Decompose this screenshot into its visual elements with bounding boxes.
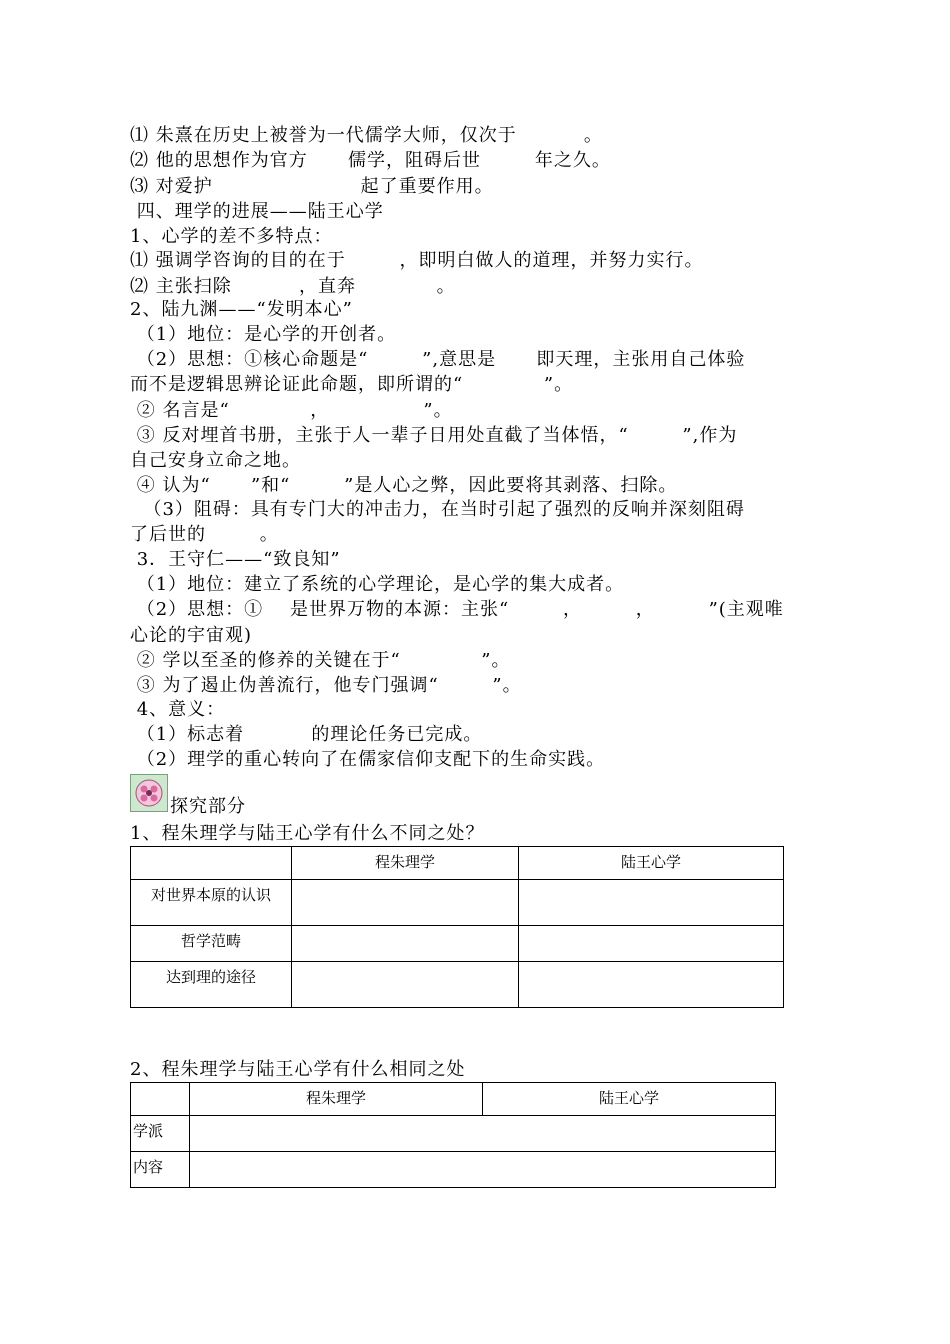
text-line: ⑶ 对爱护 起了重要作用。 <box>130 176 494 197</box>
text-line: ⑵ 他的思想作为官方 儒学，阻碍后世 年之久。 <box>130 150 611 171</box>
text-line: ⑴ 朱熹在历史上被誉为一代儒学大师，仅次于 。 <box>130 125 603 146</box>
table-row-label: 内容 <box>131 1152 190 1188</box>
comparison-table-2 <box>130 1082 776 1188</box>
text-line: （2）思想：① 是世界万物的本源：主张“ ， ， ”(主观唯 <box>130 599 784 620</box>
table-header-cell: 程朱理学 <box>190 1083 483 1116</box>
text-line: （2）理学的重心转向了在儒家信仰支配下的生命实践。 <box>130 749 606 770</box>
text-line: ② 名言是“ ， ”。 <box>130 400 453 421</box>
flower-icon <box>130 774 168 812</box>
table-row-label: 哲学范畴 <box>131 926 292 962</box>
text-line: ③ 反对埋首书册，主张于人一辈子日用处直截了当体悟，“ ”,作为 <box>130 425 738 446</box>
question-2: 2、程朱理学与陆王心学有什么相同之处 <box>130 1059 466 1080</box>
section-heading: 探究部分 <box>170 796 246 817</box>
text-line: （2）思想：①核心命题是“ ”,意思是 即天理，主张用自己体验 <box>130 349 746 370</box>
text-line: 四、理学的进展——陆王心学 <box>130 201 384 222</box>
table-row-label: 达到理的途径 <box>131 962 292 1008</box>
table-cell[interactable] <box>519 926 784 962</box>
text-line: （3）阻碍：具有专门大的冲击力，在当时引起了强烈的反响并深刻阻碍 <box>130 499 745 520</box>
table-header-cell <box>131 1083 190 1116</box>
text-line: 2、陆九渊——“发明本心” <box>130 299 353 320</box>
text-line: （1）地位：建立了系统的心学理论，是心学的集大成者。 <box>130 574 625 595</box>
table-row-label: 对世界本原的认识 <box>131 880 292 926</box>
table-header-cell: 陆王心学 <box>519 847 784 880</box>
text-line: 1、心学的差不多特点： <box>130 226 333 247</box>
text-line: 了后世的 。 <box>130 524 279 545</box>
text-line: （1）地位：是心学的开创者。 <box>130 324 397 345</box>
table-cell[interactable] <box>292 880 519 926</box>
table-cell[interactable] <box>519 962 784 1008</box>
text-line: （1）标志着 的理论任务已完成。 <box>130 724 483 745</box>
text-line: 3．王守仁——“致良知” <box>130 549 341 570</box>
table-cell[interactable] <box>292 926 519 962</box>
text-line: 心论的宇宙观) <box>130 625 253 646</box>
table-cell[interactable] <box>190 1152 776 1188</box>
table-cell[interactable] <box>292 962 519 1008</box>
text-line: ④ 认为“ ”和“ ”是人心之弊，因此要将其剥落、扫除。 <box>130 475 678 496</box>
table-header-cell <box>131 847 292 880</box>
text-line: ⑴ 强调学咨询的目的在于 ，即明白做人的道理，并努力实行。 <box>130 250 704 271</box>
table-cell[interactable] <box>190 1116 776 1152</box>
table-header-cell: 程朱理学 <box>292 847 519 880</box>
question-1: 1、程朱理学与陆王心学有什么不同之处？ <box>130 823 485 844</box>
table-header-cell: 陆王心学 <box>483 1083 776 1116</box>
text-line: 自己安身立命之地。 <box>130 450 301 471</box>
table-row-label: 学派 <box>131 1116 190 1152</box>
text-line: ③ 为了遏止伪善流行，他专门强调“ ”。 <box>130 675 522 696</box>
comparison-table-1 <box>130 846 784 1008</box>
text-line: ⑵ 主张扫除 ，直奔 。 <box>130 276 456 297</box>
text-line: ② 学以至圣的修养的关键在于“ ”。 <box>130 650 511 671</box>
table-cell[interactable] <box>519 880 784 926</box>
text-line: 4、意义： <box>130 699 226 720</box>
text-line: 而不是逻辑思辨论证此命题，即所谓的“ ”。 <box>130 374 574 395</box>
